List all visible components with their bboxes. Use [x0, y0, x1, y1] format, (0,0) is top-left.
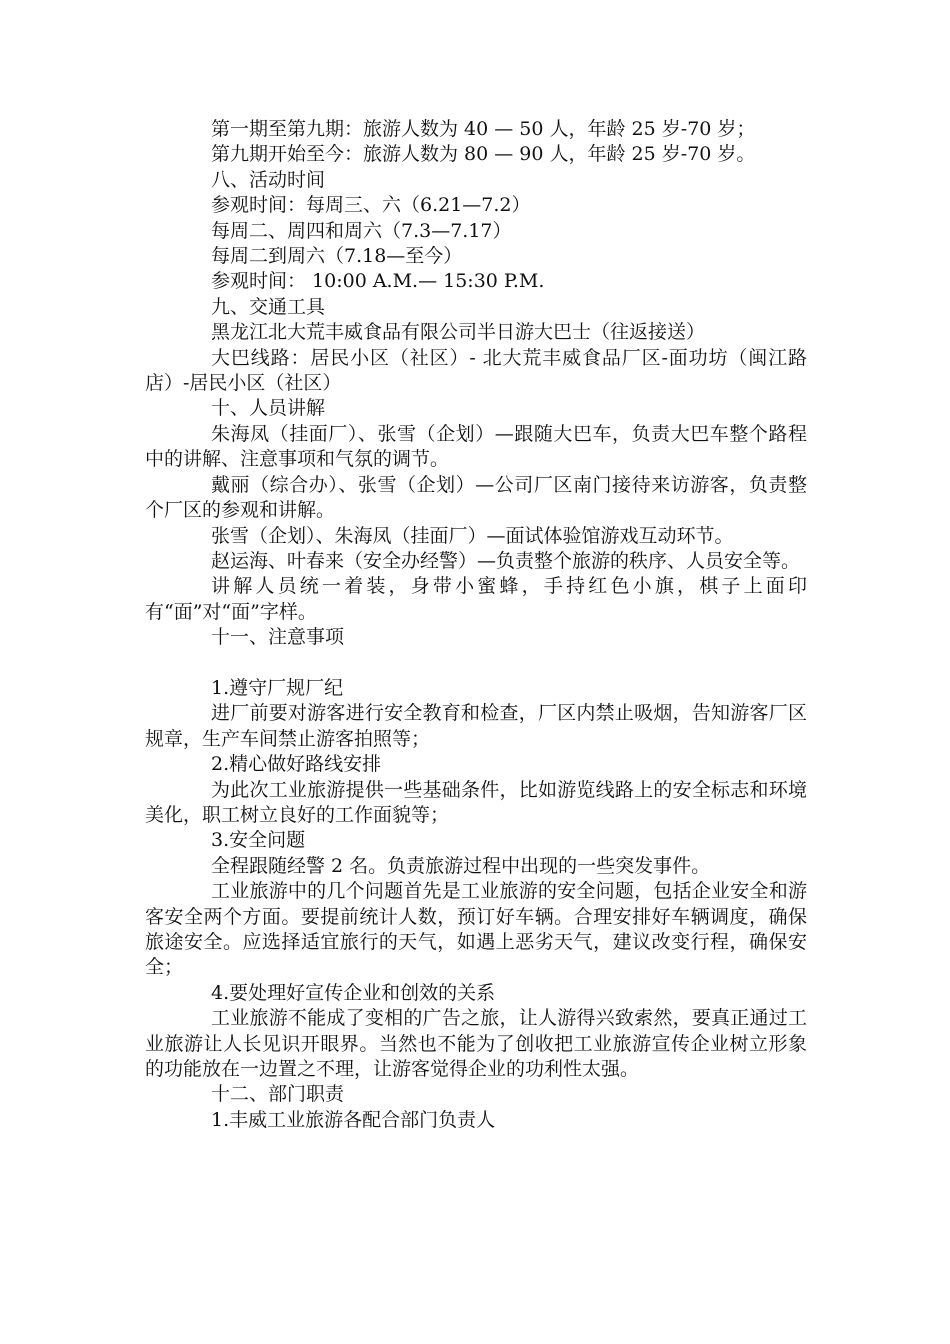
paragraph: 黑龙江北大荒丰威食品有限公司半日游大巴士（往返接送） [211, 321, 706, 344]
paragraph: 戴丽（综合办）、张雪（企划）—公司厂区南门接待来访游客，负责整个厂区的参观和讲解。 [145, 473, 807, 522]
paragraph: 第九期开始至今：旅游人数为 80 — 90 人，年龄 25 岁-70 岁。 [211, 143, 756, 166]
paragraph: 第一期至第九期：旅游人数为 40 — 50 人，年龄 25 岁-70 岁； [211, 118, 756, 140]
section-heading: 十、人员讲解 [211, 397, 326, 420]
subheading: 4.要处理好宣传企业和创效的关系 [211, 981, 496, 1004]
paragraph: 为此次工业旅游提供一些基础条件，比如游览线路上的安全标志和环境美化，职工树立良好的工作面貌等； [145, 778, 807, 826]
document-page [145, 117, 807, 1133]
paragraph: 每周二、周四和周六（7.3—7.17） [211, 219, 512, 242]
paragraph: 每周二到周六（7.18—至今） [211, 245, 463, 268]
subheading: 2.精心做好路线安排 [211, 753, 382, 776]
paragraph: 进厂前要对游客进行安全教育和检查，厂区内禁止吸烟，告知游客厂区规章，生产车间禁止游客拍照等； [145, 702, 807, 750]
paragraph: 讲解人员统一着装，身带小蜜蜂，手持红色小旗，棋子上面印有“面”对“面”字样。 [145, 575, 807, 623]
section-heading: 十一、注意事项 [211, 626, 345, 649]
paragraph: 张雪（企划）、朱海凤（挂面厂）—面试体验馆游戏互动环节。 [211, 524, 734, 547]
subheading: 3.安全问题 [211, 829, 306, 852]
section-heading: 九、交通工具 [211, 295, 326, 318]
paragraph: 大巴线路：居民小区（社区）- 北大荒丰威食品厂区-面功坊（闽江路店）-居民小区（社区） [145, 346, 807, 395]
paragraph: 工业旅游不能成了变相的广告之旅，让人游得兴致索然，要真正通过工业旅游让人长见识开眼界。当然也不能为了创收把工业旅游宣传企业树立形象的功能放在一边置之不理，让游客觉得企业的功利性太强。 [145, 1007, 807, 1081]
paragraph: 朱海凤（挂面厂）、张雪（企划）—跟随大巴车，负责大巴车整个路程中的讲解、注意事项和气氛的调节。 [145, 422, 807, 471]
blank-line [145, 651, 807, 676]
paragraph: 参观时间： 10:00 A.M.— 15:30 P.M. [211, 270, 545, 293]
subheading: 1.遵守厂规厂纪 [211, 676, 344, 699]
paragraph: 工业旅游中的几个问题首先是工业旅游的安全问题，包括企业安全和游客安全两个方面。要提前统计人数，预订好车辆。合理安排好车辆调度，确保旅途安全。应选择适宜旅行的天气，如遇上恶劣天气，建议改变行程，确保安全； [145, 880, 807, 979]
subheading: 1.丰威工业旅游各配合部门负责人 [211, 1108, 496, 1131]
paragraph: 全程跟随经警 2 名。负责旅游过程中出现的一些突发事件。 [211, 854, 711, 877]
section-heading: 八、活动时间 [211, 168, 326, 191]
section-heading: 十二、部门职责 [211, 1083, 345, 1106]
paragraph: 赵运海、叶春来（安全办经警）—负责整个旅游的秩序、人员安全等。 [211, 549, 801, 572]
paragraph: 参观时间：每周三、六（6.21—7.2） [211, 194, 531, 217]
